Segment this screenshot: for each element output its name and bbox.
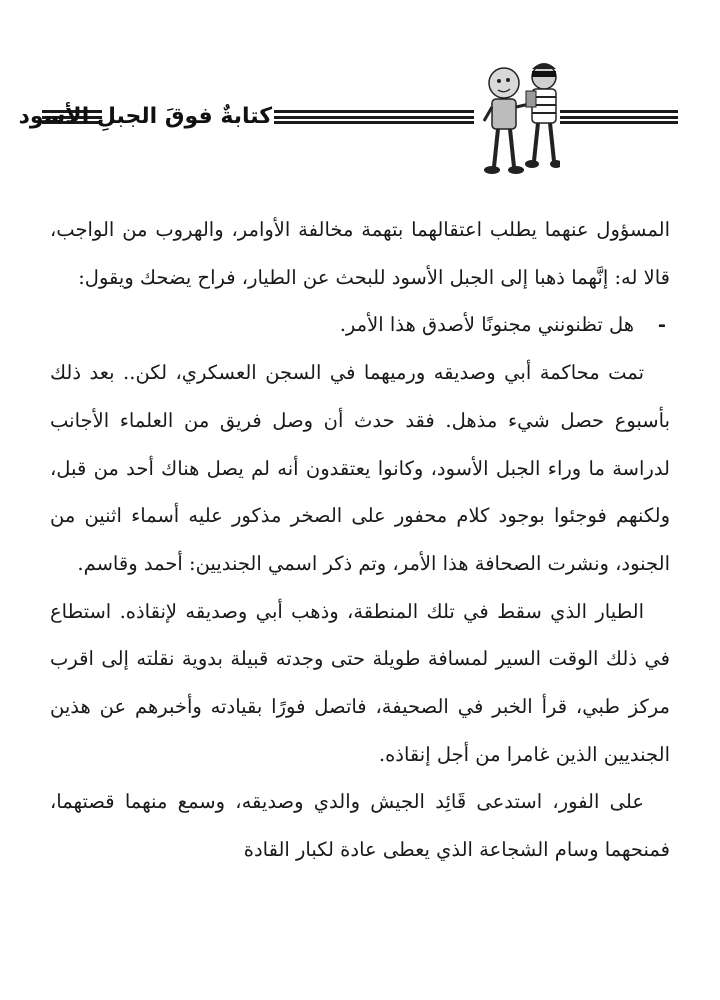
decorative-rule-right xyxy=(560,110,678,124)
paragraph-4: على الفور، استدعى قَائِد الجيش والدي وصديقه، وسمع منهما قصتهما، فمنحهما وسام الشجاعة الذي يعطى عادة لكبار القادة xyxy=(50,790,670,862)
paragraph-2: تمت محاكمة أبي وصديقه ورميهما في السجن العسكري، لكن.. بعد ذلك بأسبوع حصل شيء مذهل. فقد حدث أن وصل فريق من العلماء الأجانب لدراسة ما وراء الجبل الأسود، وكانوا يعتقدون أنه لم يصل هناك أحد من قبل، ولكنهم فوجئوا بوجود كلام محفور على الصخر مذكور عليه أسماء اثنين من الجنود، ونشرت الصحافة هذا الأمر، وتم ذكر اسمي الجنديين: أحمد وقاسم. xyxy=(50,361,670,575)
dialogue-line: - هل تظنونني مجنونًا لأصدق هذا الأمر. xyxy=(50,301,670,349)
paragraph-3: الطيار الذي سقط في تلك المنطقة، وذهب أبي وصديقه لإنقاذه. استطاع في ذلك الوقت السير لمسافة طويلة حتى وجدته قبيلة بدوية نقلته إلى اقرب مركز طبي، قرأ الخبر في الصحيفة، فاتصل فورًا بقيادته وأخبرهم عن هذين الجنديين الذين غامرا من أجل إنقاذه. xyxy=(50,599,670,766)
chapter-header xyxy=(18,55,678,185)
decorative-rule-middle xyxy=(274,110,474,124)
story-text xyxy=(50,206,670,874)
chapter-title: كتابةٌ فوقَ الجبلِ الأسود xyxy=(18,104,272,129)
boy-and-masked-thief-illustration-icon xyxy=(482,55,560,185)
paragraph-1: المسؤول عنهما يطلب اعتقالهما بتهمة مخالفة الأوامر، والهروب من الواجب، قالا له: إنَّهما ذهبا إلى الجبل الأسود للبحث عن الطيار، فراح يضحك ويقول: xyxy=(50,218,670,289)
